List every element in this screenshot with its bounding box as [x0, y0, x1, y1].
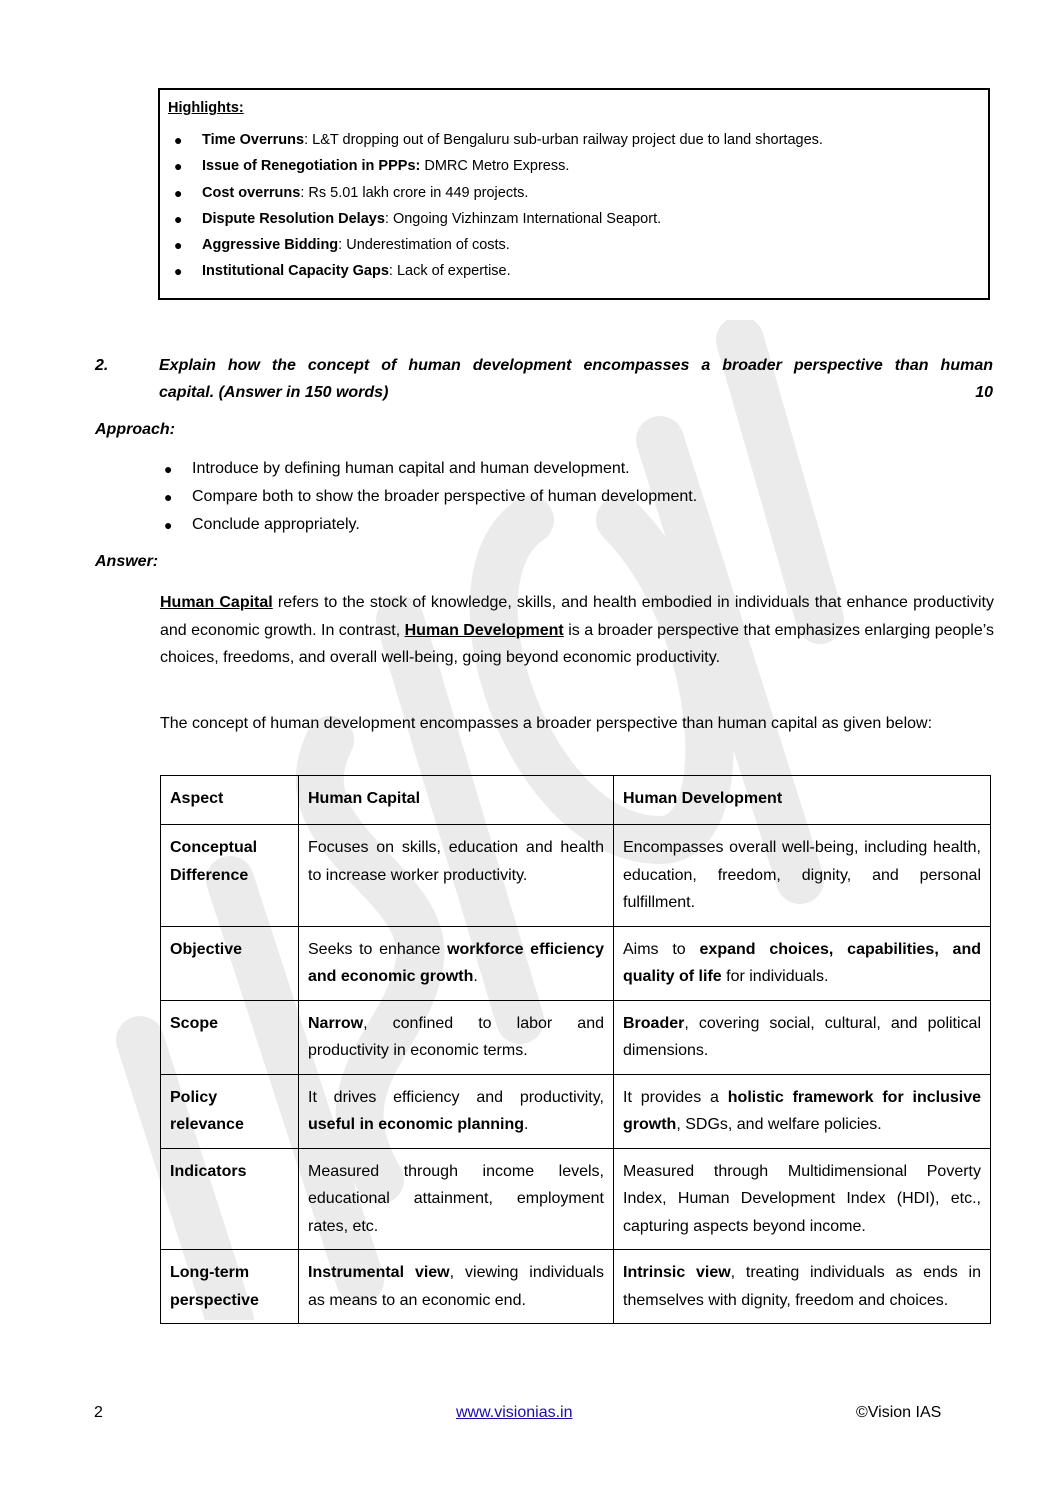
- cell-text: , treating individuals as ends in themselves with dignity, freedom and choices.: [623, 1264, 981, 1309]
- aspect-cell: Conceptual Difference: [161, 825, 299, 927]
- bold-text: Broader: [623, 1014, 685, 1032]
- highlights-title: Highlights:: [168, 100, 244, 116]
- separator: :: [338, 237, 347, 254]
- human-development-cell: [614, 1148, 991, 1250]
- cell-text: .: [524, 1116, 529, 1133]
- bullet-icon: ●: [174, 158, 183, 175]
- cell-text: Measured through Multidimensional Poverty Index, Human Development Index (HDI), etc., capturing aspects beyond income.: [623, 1162, 981, 1235]
- header-aspect: Aspect: [161, 776, 299, 825]
- answer-heading: Answer:: [95, 553, 159, 570]
- human-development-cell: [614, 926, 991, 1000]
- table-row: [161, 1250, 991, 1324]
- highlight-term: Issue of Renegotiation in PPPs:: [202, 158, 421, 175]
- question-number: 2.: [95, 357, 109, 374]
- approach-heading: Approach:: [95, 421, 175, 438]
- table-header-row: [161, 776, 991, 825]
- approach-item-text: Introduce by defining human capital and human development.: [192, 460, 630, 477]
- highlight-text: Underestimation of costs.: [346, 237, 510, 254]
- highlight-text: Rs 5.01 lakh crore in 449 projects.: [308, 184, 529, 201]
- highlight-text: Lack of expertise.: [396, 263, 511, 280]
- approach-item: [160, 457, 697, 485]
- bullet-icon: ●: [174, 263, 183, 280]
- separator: :: [388, 263, 397, 280]
- bold-text: Narrow: [308, 1014, 364, 1032]
- human-development-cell: [614, 825, 991, 927]
- highlight-item: [168, 156, 978, 182]
- human-capital-cell: [299, 926, 614, 1000]
- cell-text: , covering social, cultural, and political dimensions.: [623, 1014, 981, 1059]
- highlight-term: Aggressive Bidding: [202, 237, 339, 254]
- bullet-icon: ●: [174, 132, 183, 148]
- term-human-development: Human Development: [404, 621, 564, 639]
- approach-item-text: Compare both to show the broader perspective of human development.: [192, 488, 698, 505]
- bullet-icon: ●: [164, 461, 173, 477]
- website-link[interactable]: www.visionias.in: [456, 1404, 573, 1421]
- answer-intro-paragraph: [160, 589, 994, 672]
- bold-text: expand choices, capabilities, and quality of life: [623, 940, 982, 985]
- question-line-2: [159, 379, 993, 406]
- comparison-table: [160, 775, 991, 1324]
- copyright: ©Vision IAS: [856, 1404, 942, 1421]
- cell-text: Focuses on skills, education and health to increase worker productivity.: [308, 839, 604, 884]
- bold-text: useful in economic planning: [308, 1116, 525, 1133]
- page-number: 2: [94, 1404, 103, 1421]
- answer-transition-paragraph: The concept of human development encompasses a broader perspective than human capital as given below:: [160, 715, 933, 732]
- aspect-cell: Scope: [161, 1000, 299, 1074]
- human-development-cell: [614, 1000, 991, 1074]
- highlight-term: Institutional Capacity Gaps: [202, 263, 389, 280]
- question-line-1: Explain how the concept of human development encompasses a broader perspective than human: [159, 357, 993, 374]
- bold-text: workforce efficiency and economic growth: [308, 940, 604, 985]
- cell-text: , SDGs, and welfare policies.: [676, 1116, 882, 1133]
- separator: :: [384, 210, 393, 227]
- highlight-item: [168, 130, 978, 156]
- bold-text: Intrinsic view: [623, 1264, 731, 1281]
- question-text: [159, 352, 993, 406]
- highlight-item: [168, 261, 978, 287]
- cell-text: for individuals.: [721, 968, 829, 985]
- separator: :: [304, 132, 313, 148]
- bullet-icon: ●: [174, 237, 183, 254]
- highlight-text: L&T dropping out of Bengaluru sub-urban railway project due to land shortages.: [312, 132, 823, 148]
- highlight-item: [168, 235, 978, 261]
- table-row: [161, 825, 991, 927]
- question-marks: 10: [975, 384, 993, 401]
- question-line-2-text: capital. (Answer in 150 words): [159, 384, 389, 401]
- cell-text: Encompasses overall well-being, including health, education, freedom, dignity, and personal fulfillment.: [623, 839, 981, 911]
- cell-text: It provides a: [623, 1088, 728, 1106]
- aspect-cell: Indicators: [161, 1148, 299, 1250]
- highlight-text: DMRC Metro Express.: [424, 158, 570, 175]
- human-capital-cell: [299, 1148, 614, 1250]
- highlight-term: Cost overruns: [202, 184, 301, 201]
- highlight-term: Dispute Resolution Delays: [202, 210, 385, 227]
- paragraph-text: is a broader perspective that emphasizes enlarging people’s choices, freedoms, and overall well-being, going beyond economic productivity.: [160, 621, 995, 667]
- cell-text: .: [473, 968, 478, 985]
- cell-text: Aims to: [623, 940, 700, 958]
- bullet-icon: ●: [174, 210, 183, 227]
- highlight-term: Time Overruns: [202, 132, 305, 148]
- approach-list: [160, 457, 697, 541]
- bullet-icon: ●: [174, 184, 183, 201]
- table-row: [161, 926, 991, 1000]
- approach-item: [160, 485, 697, 513]
- aspect-cell: Policy relevance: [161, 1074, 299, 1148]
- term-human-capital: Human Capital: [160, 594, 273, 611]
- cell-text: , confined to labor and productivity in economic terms.: [308, 1014, 604, 1059]
- approach-item: [160, 513, 697, 541]
- cell-text: It drives efficiency and productivity,: [308, 1088, 604, 1106]
- highlight-text: Ongoing Vizhinzam International Seaport.: [392, 210, 662, 227]
- cell-text: Seeks to enhance: [308, 940, 448, 958]
- human-capital-cell: [299, 1250, 614, 1324]
- highlights-list: [168, 130, 978, 288]
- human-development-cell: [614, 1074, 991, 1148]
- bullet-icon: ●: [164, 489, 173, 505]
- table-row: [161, 1000, 991, 1074]
- cell-text: , viewing individuals as means to an economic end.: [308, 1264, 605, 1309]
- highlights-box: [158, 88, 990, 300]
- highlight-item: [168, 209, 978, 235]
- human-capital-cell: [299, 1074, 614, 1148]
- separator: :: [300, 184, 309, 201]
- header-human-capital: Human Capital: [299, 776, 614, 825]
- aspect-cell: Long-term perspective: [161, 1250, 299, 1324]
- header-human-development: Human Development: [614, 776, 991, 825]
- approach-item-text: Conclude appropriately.: [192, 516, 360, 533]
- human-capital-cell: [299, 825, 614, 927]
- human-development-cell: [614, 1250, 991, 1324]
- human-capital-cell: [299, 1000, 614, 1074]
- table-row: [161, 1148, 991, 1250]
- bullet-icon: ●: [164, 517, 173, 533]
- table-row: [161, 1074, 991, 1148]
- bold-text: Instrumental view: [308, 1264, 450, 1281]
- highlight-item: [168, 183, 978, 209]
- cell-text: Measured through income levels, educational attainment, employment rates, etc.: [308, 1162, 604, 1235]
- bold-text: holistic framework for inclusive growth: [623, 1088, 981, 1133]
- aspect-cell: Objective: [161, 926, 299, 1000]
- paragraph-text: refers to the stock of knowledge, skills, and health embodied in individuals that enhance productivity and economic growth. In contrast,: [160, 594, 995, 639]
